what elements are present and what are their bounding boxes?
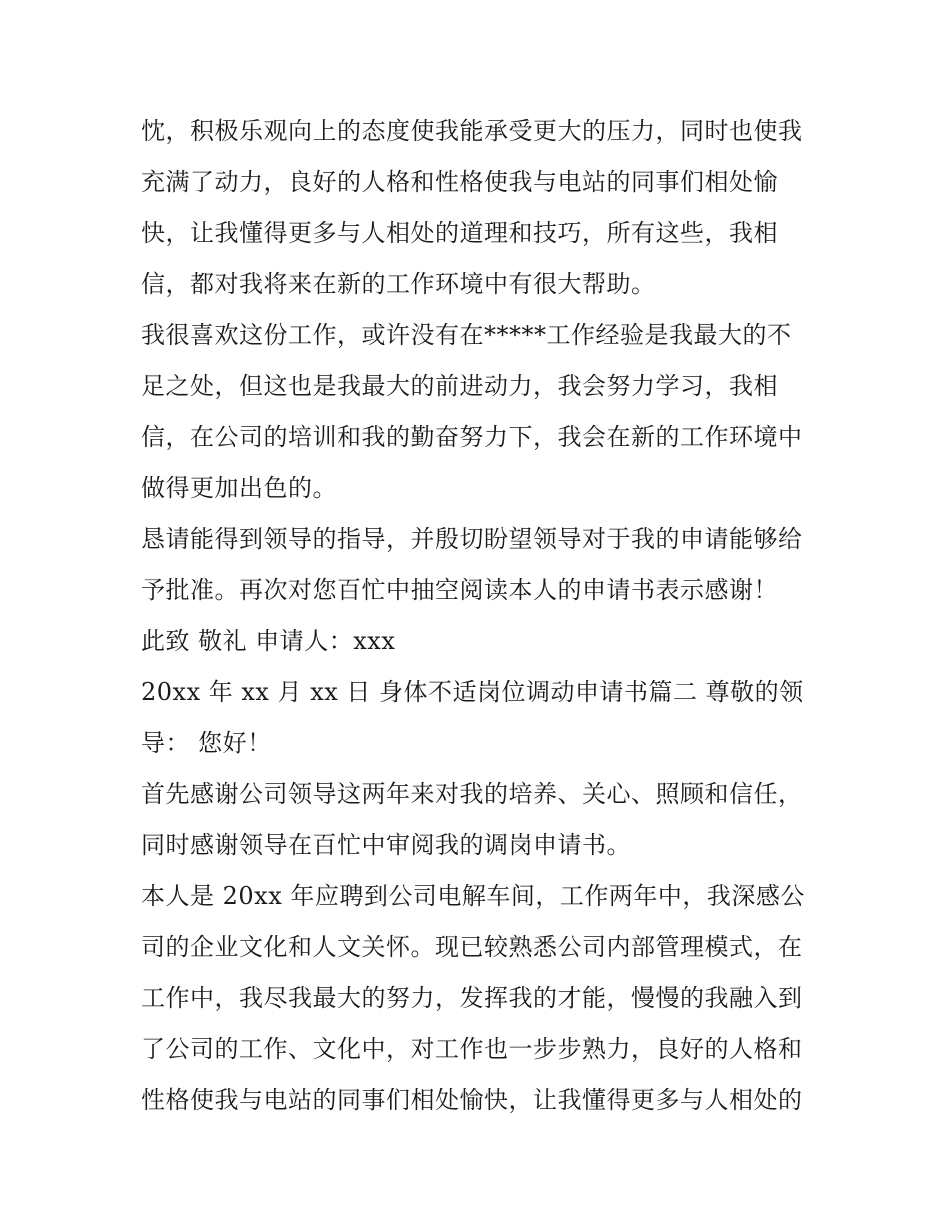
text-line: 恳请能得到领导的指导，并殷切盼望领导对于我的申请能够给 <box>141 525 803 553</box>
text-line: 充满了动力，良好的人格和性格使我与电站的同事们相处愉 <box>141 168 778 196</box>
text-line: 此致 敬礼 申请人：xxx <box>141 627 396 655</box>
text-line: 了公司的工作、文化中，对工作也一步步熟力，良好的人格和 <box>141 1035 803 1063</box>
text-line: 做得更加出色的。 <box>141 474 337 502</box>
text-line: 同时感谢领导在百忙中审阅我的调岗申请书。 <box>141 831 631 859</box>
text-line: 司的企业文化和人文关怀。现已较熟悉公司内部管理模式，在 <box>141 933 803 961</box>
text-line: 快，让我懂得更多与人相处的道理和技巧，所有这些，我相 <box>141 219 778 247</box>
text-line: 信，都对我将来在新的工作环境中有很大帮助。 <box>141 270 656 298</box>
text-line: 导： 您好！ <box>141 729 272 757</box>
text-line: 首先感谢公司领导这两年来对我的培养、关心、照顾和信任， <box>141 780 803 808</box>
text-line: 忱，积极乐观向上的态度使我能承受更大的压力，同时也使我 <box>141 117 803 145</box>
text-line: 信，在公司的培训和我的勤奋努力下，我会在新的工作环境中 <box>141 423 803 451</box>
text-line: 我很喜欢这份工作，或许没有在*****工作经验是我最大的不 <box>141 321 792 349</box>
text-line: 工作中，我尽我最大的努力，发挥我的才能，慢慢的我融入到 <box>141 984 803 1012</box>
document-body <box>141 106 821 1126</box>
text-line: 足之处，但这也是我最大的前进动力，我会努力学习，我相 <box>141 372 778 400</box>
text-line: 予批准。再次对您百忙中抽空阅读本人的申请书表示感谢！ <box>141 576 778 604</box>
text-line: 性格使我与电站的同事们相处愉快，让我懂得更多与人相处的 <box>141 1086 803 1114</box>
text-line: 20xx 年 xx 月 xx 日 身体不适岗位调动申请书篇二 尊敬的领 <box>141 678 804 706</box>
text-line: 本人是 20xx 年应聘到公司电解车间，工作两年中，我深感公 <box>141 882 805 910</box>
